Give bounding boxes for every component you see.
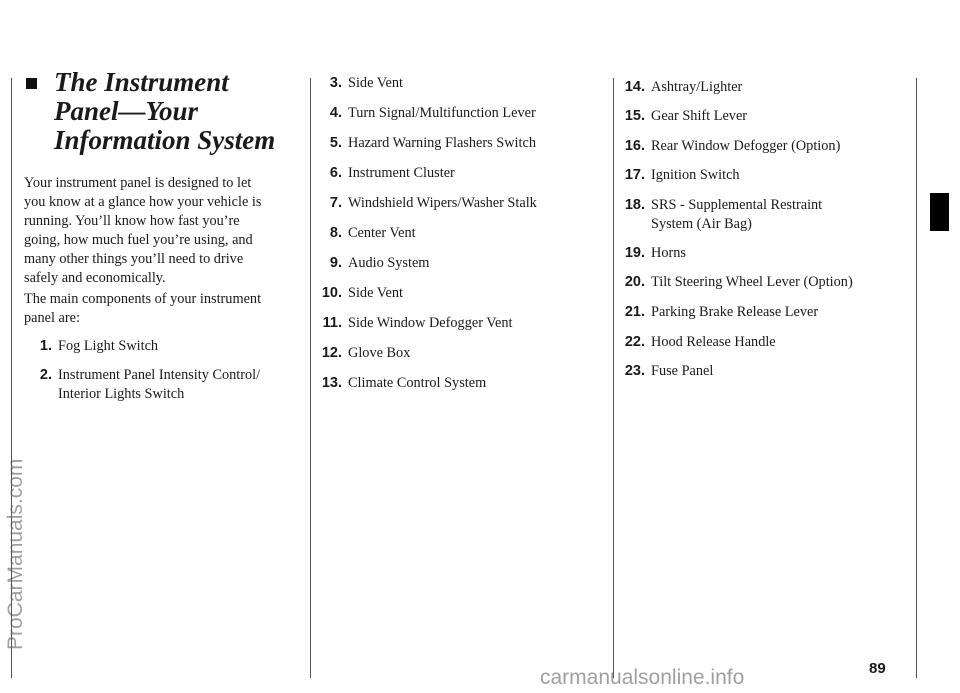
list-item	[618, 107, 747, 126]
item-label: Instrument Cluster	[348, 165, 455, 181]
item-label: Horns	[651, 245, 686, 261]
list-item	[316, 74, 403, 93]
section-heading	[24, 68, 275, 155]
item-label: SRS - Supplemental Restraint	[651, 197, 823, 213]
list-item	[618, 273, 853, 292]
item-number: 15.	[624, 108, 645, 124]
item-number: 18.	[624, 197, 645, 213]
item-number: 14.	[624, 79, 645, 95]
item-number: 11.	[322, 315, 342, 331]
square-bullet-icon	[26, 78, 37, 89]
item-label: Fog Light Switch	[58, 338, 159, 354]
item-number: 12.	[321, 345, 342, 361]
item-number: 1.	[39, 338, 52, 354]
item-label: Hood Release Handle	[651, 334, 776, 350]
list-item	[316, 164, 455, 183]
item-number: 4.	[329, 105, 342, 121]
item-label: Hazard Warning Flashers Switch	[348, 135, 536, 151]
intro-paragraph	[24, 174, 294, 288]
watermark-procarmanuals: ProCarManuals.com	[4, 458, 27, 650]
list-item	[618, 196, 822, 234]
column-divider-far-right	[916, 78, 917, 678]
item-number: 22.	[624, 334, 645, 350]
item-number: 23.	[624, 363, 645, 379]
item-number: 3.	[329, 75, 342, 91]
list-item	[316, 314, 512, 333]
list-item	[316, 254, 429, 273]
heading-line-1: The Instrument	[54, 67, 229, 97]
item-number: 5.	[329, 135, 342, 151]
item-label: Rear Window Defogger (Option)	[651, 138, 841, 154]
column-divider-middle	[310, 78, 311, 678]
item-label: Climate Control System	[348, 375, 487, 391]
components-line: panel are:	[24, 310, 80, 326]
item-label: Tilt Steering Wheel Lever (Option)	[651, 274, 853, 290]
item-number: 19.	[624, 245, 645, 261]
item-number: 20.	[624, 274, 645, 290]
list-item	[24, 366, 260, 404]
item-number: 8.	[329, 225, 342, 241]
item-number: 7.	[329, 195, 342, 211]
intro-line: going, how much fuel you’re using, and	[24, 232, 253, 248]
item-label: Ashtray/Lighter	[651, 79, 743, 95]
list-item	[618, 166, 740, 185]
item-label: System (Air Bag)	[651, 216, 752, 232]
item-label: Gear Shift Lever	[651, 108, 748, 124]
item-label: Windshield Wipers/Washer Stalk	[348, 195, 537, 211]
list-item	[24, 337, 158, 356]
section-tab-marker	[930, 193, 949, 231]
components-line: The main components of your instrument	[24, 291, 262, 307]
heading-line-3: Information System	[54, 125, 276, 155]
heading-line-2: Panel—Your	[54, 96, 199, 126]
item-label: Ignition Switch	[651, 167, 740, 183]
list-item	[316, 194, 537, 213]
list-item	[316, 104, 536, 123]
item-label: Instrument Panel Intensity Control/	[58, 367, 261, 383]
item-label: Side Vent	[348, 75, 403, 91]
item-label: Side Window Defogger Vent	[348, 315, 513, 331]
list-item	[316, 284, 403, 303]
item-number: 10.	[321, 285, 342, 301]
item-number: 6.	[329, 165, 342, 181]
list-item	[618, 362, 713, 381]
item-label: Side Vent	[348, 285, 403, 301]
item-number: 16.	[624, 138, 645, 154]
intro-line: running. You’ll know how fast you’re	[24, 213, 240, 229]
watermark-carmanualsonline: carmanualsonline.info	[540, 666, 745, 689]
list-item	[316, 344, 410, 363]
item-label: Interior Lights Switch	[58, 386, 185, 402]
intro-line: many other things you’ll need to drive	[24, 251, 244, 267]
intro-line: safely and economically.	[24, 270, 166, 286]
item-label: Glove Box	[348, 345, 411, 361]
item-number: 21.	[624, 304, 645, 320]
list-item	[618, 137, 840, 156]
page-number: 89	[869, 660, 886, 677]
item-label: Fuse Panel	[651, 363, 714, 379]
list-item	[618, 78, 742, 97]
item-label: Parking Brake Release Lever	[651, 304, 819, 320]
item-label: Center Vent	[348, 225, 416, 241]
item-label: Turn Signal/Multifunction Lever	[348, 105, 536, 121]
components-paragraph	[24, 290, 294, 328]
item-label: Audio System	[348, 255, 430, 271]
column-divider-right	[613, 78, 614, 678]
list-item	[316, 224, 416, 243]
list-item	[618, 333, 776, 352]
item-number: 9.	[329, 255, 342, 271]
item-number: 17.	[624, 167, 645, 183]
intro-line: you know at a glance how your vehicle is	[24, 194, 262, 210]
list-item	[618, 303, 818, 322]
item-number: 13.	[321, 375, 342, 391]
item-number: 2.	[39, 367, 52, 383]
list-item	[618, 244, 686, 263]
list-item	[316, 374, 486, 393]
intro-line: Your instrument panel is designed to let	[24, 175, 252, 191]
list-item	[316, 134, 536, 153]
